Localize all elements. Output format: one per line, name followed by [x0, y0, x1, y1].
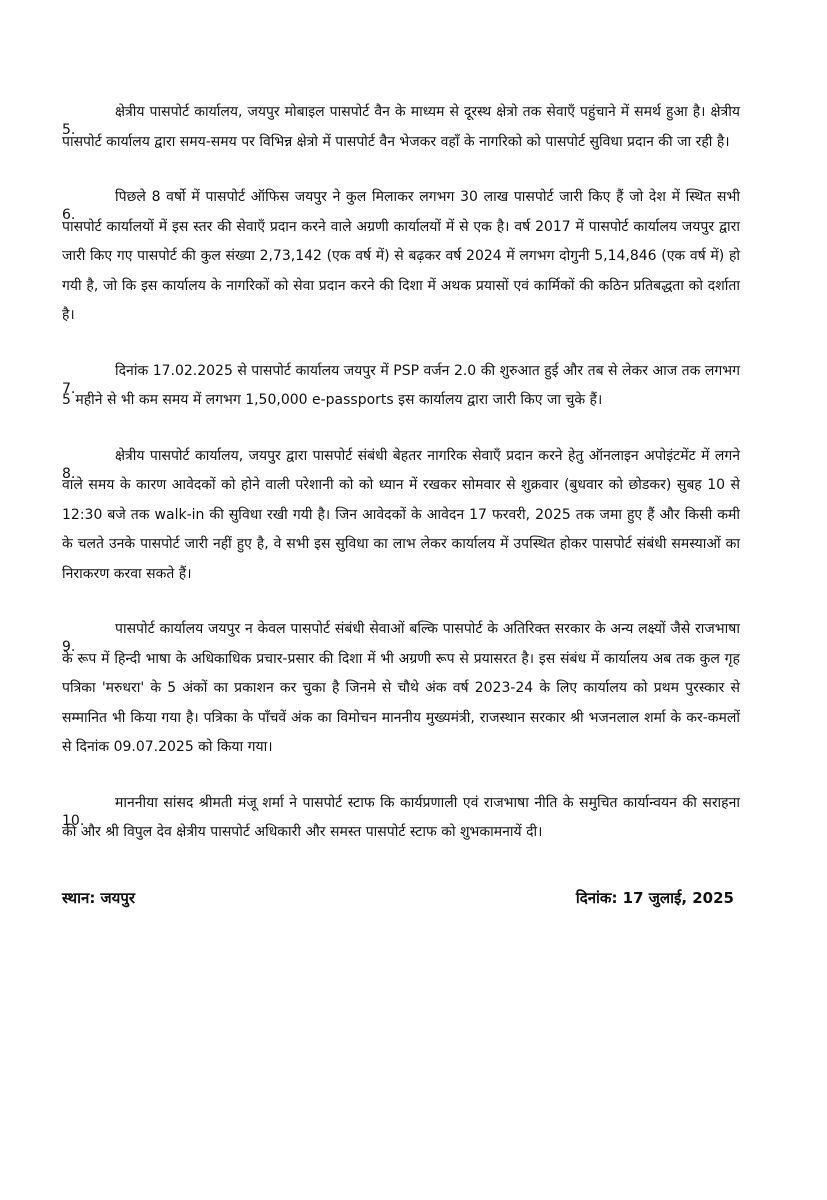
place-label: स्थान: जयपुर: [62, 889, 136, 907]
document-footer: [62, 883, 734, 913]
paragraph-7: [62, 357, 740, 416]
paragraph-10: [62, 789, 740, 848]
document-body: [62, 98, 740, 874]
paragraph-number: 7.: [62, 380, 76, 397]
paragraph-text: दिनांक 17.02.2025 से पासपोर्ट कार्यालय जयपुर में PSP वर्जन 2.0 की शुरुआत हुई और तब से लेकर आज तक लगभग 5 महीने से भी कम समय में लगभग 1,50,000 e-passports इस कार्यालय द्वारा जारी किए जा चुके हैं।: [62, 362, 740, 408]
paragraph-text: पासपोर्ट कार्यालय जयपुर न केवल पासपोर्ट संबंधी सेवाओं बल्कि पासपोर्ट के अतिरिक्त सरकार के अन्य लक्ष्यों जैसे राजभाषा के रूप में हिन्दी भाषा के अधिकाधिक प्रचार-प्रसार की दिशा में भी अग्रणी रूप से प्रयासरत है। इस संबंध में कार्यालय अब तक कुल गृह पत्रिका 'मरुधरा' के 5 अंकों का प्रकाशन कर चुका है जिनमे से चौथे अंक वर्ष 2023-24 के लिए कार्यालय को प्रथम पुरस्कार से सम्मानित भी किया गया है। पत्रिका के पाँचवें अंक का विमोचन माननीय मुख्यमंत्री, राजस्थान सरकार श्री भजनलाल शर्मा के कर-कमलों से दिनांक 09.07.2025 को किया गया।: [62, 621, 740, 755]
paragraph-text: क्षेत्रीय पासपोर्ट कार्यालय, जयपुर मोबाइल पासपोर्ट वैन के माध्यम से दूरस्थ क्षेत्रो तक सेवाएँ पहुंचाने में समर्थ हुआ है। क्षेत्रीय पासपोर्ट कार्यालय द्वारा समय-समय पर विभिन्न क्षेत्रो में पासपोर्ट वैन भेजकर वहाँ के नागरिको को पासपोर्ट सुविधा प्रदान की जा रही है।: [62, 104, 740, 150]
date-label: दिनांक: 17 जुलाई, 2025: [575, 889, 734, 907]
paragraph-number: 10.: [62, 812, 85, 829]
paragraph-8: [62, 442, 740, 590]
paragraph-number: 8.: [62, 465, 76, 482]
paragraph-text: क्षेत्रीय पासपोर्ट कार्यालय, जयपुर द्वारा पासपोर्ट संबंधी बेहतर नागरिक सेवाएँ प्रदान करने हेतु ऑनलाइन अपोइंटमेंट में लगने वाले समय के कारण आवेदकों को होने वाली परेशानी को को ध्यान में रखकर सोमवार से शुक्रवार (बुधवार को छोडकर) सुबह 10 से 12:30 बजे तक walk-in की सुविधा रखी गयी है। जिन आवेदकों के आवेदन 17 फरवरी, 2025 तक जमा हुए हैं और किसी कमी के चलते उनके पासपोर्ट जारी नहीं हुए है, वे सभी इस सुविधा का लाभ लेकर कार्यालय में उपस्थित होकर पासपोर्ट संबंधी समस्याओं का निराकरण करवा सकते हैं।: [62, 447, 740, 582]
paragraph-6: [62, 183, 740, 331]
paragraph-9: [62, 615, 740, 763]
paragraph-text: माननीया सांसद श्रीमती मंजू शर्मा ने पासपोर्ट स्टाफ कि कार्यप्रणाली एवं राजभाषा नीति के समुचित कार्यान्वयन की सराहना की और श्री विपुल देव क्षेत्रीय पासपोर्ट अधिकारी और समस्त पासपोर्ट स्टाफ को शुभकामनायें दी।: [62, 794, 740, 840]
paragraph-number: 9.: [62, 639, 76, 655]
paragraph-number: 6.: [62, 207, 76, 223]
paragraph-number: 5.: [62, 122, 76, 138]
paragraph-5: [62, 98, 740, 157]
paragraph-text: पिछले 8 वर्षो में पासपोर्ट ऑफिस जयपुर ने कुल मिलाकर लगभग 30 लाख पासपोर्ट जारी किए हैं जो देश में स्थित सभी पासपोर्ट कार्यालयों में इस स्तर की सेवाएँ प्रदान करने वाले अग्रणी कार्यालयों में से एक है। वर्ष 2017 में पासपोर्ट कार्यालय जयपुर द्वारा जारी किए गए पासपोर्ट की कुल संख्या 2,73,142 (एक वर्ष में) से बढ़कर वर्ष 2024 में लगभग दोगुनी 5,14,846 (एक वर्ष में) हो गयी है, जो कि इस कार्यालय के नागरिकों को सेवा प्रदान करने की दिशा में अथक प्रयासों एवं कार्मिकों की कठिन प्रतिबद्धता को दर्शाता है।: [62, 189, 740, 323]
